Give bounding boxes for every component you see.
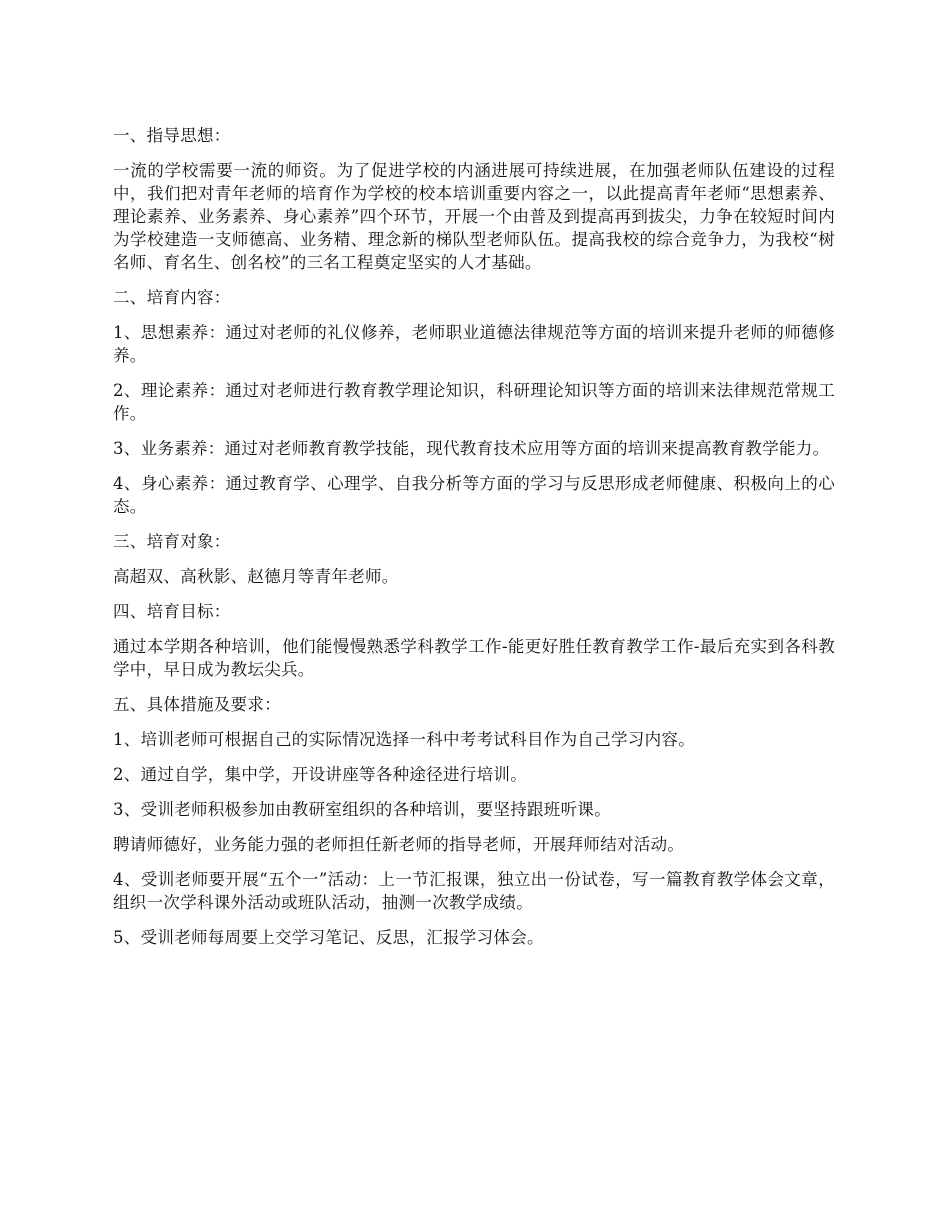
paragraph-measure-4: 4、受训老师要开展“五个一”活动：上一节汇报课，独立出一份试卷，写一篇教育教学体会文章，组织一次学科课外活动或班队活动，抽测一次教学成绩。 bbox=[113, 870, 835, 912]
paragraph-training-goals: 通过本学期各种培训，他们能慢慢熟悉学科教学工作-能更好胜任教育教学工作-最后充实到各科教学中，早日成为教坛尖兵。 bbox=[113, 637, 835, 679]
paragraph-measure-5: 5、受训老师每周要上交学习笔记、反思，汇报学习体会。 bbox=[113, 928, 544, 947]
section-heading-measures: 五、具体措施及要求： bbox=[113, 695, 281, 714]
paragraph-theoretical-quality: 2、理论素养：通过对老师进行教育教学理论知识，科研理论知识等方面的培训来法律规范常规工作。 bbox=[113, 381, 835, 423]
paragraph-mentor-pairing: 聘请师德好，业务能力强的老师担任新老师的指导老师，开展拜师结对活动。 bbox=[113, 835, 685, 854]
paragraph-mental-quality: 4、身心素养：通过教育学、心理学、自我分析等方面的学习与反思形成老师健康、积极向上的心态。 bbox=[113, 474, 835, 516]
section-heading-training-targets: 三、培育对象： bbox=[113, 532, 231, 551]
paragraph-measure-1: 1、培训老师可根据自己的实际情况选择一科中考考试科目作为自己学习内容。 bbox=[113, 730, 695, 749]
paragraph-target-teachers: 高超双、高秋影、赵德月等青年老师。 bbox=[113, 567, 399, 586]
paragraph-measure-2: 2、通过自学，集中学，开设讲座等各种途径进行培训。 bbox=[113, 765, 527, 784]
document-body bbox=[113, 124, 835, 961]
section-heading-guiding-thought: 一、指导思想： bbox=[113, 126, 231, 145]
paragraph-ideological-quality: 1、思想素养：通过对老师的礼仪修养，老师职业道德法律规范等方面的培训来提升老师的师德修养。 bbox=[113, 323, 835, 365]
section-heading-training-content: 二、培育内容： bbox=[113, 288, 231, 307]
paragraph-professional-quality: 3、业务素养：通过对老师教育教学技能，现代教育技术应用等方面的培训来提高教育教学能力。 bbox=[113, 439, 830, 458]
paragraph-measure-3: 3、受训老师积极参加由教研室组织的各种培训，要坚持跟班听课。 bbox=[113, 800, 611, 819]
paragraph-guiding-thought: 一流的学校需要一流的师资。为了促进学校的内涵进展可持续进展，在加强老师队伍建设的过程中，我们把对青年老师的培育作为学校的校本培训重要内容之一，以此提高青年老师“思想素养、理论素养、业务素养、身心素养”四个环节，开展一个由普及到提高再到拔尖，力争在较短时间内为学校建造一支师德高、业务精、理念新的梯队型老师队伍。提高我校的综合竞争力，为我校“树名师、育名生、创名校”的三名工程奠定坚实的人才基础。 bbox=[113, 161, 835, 272]
section-heading-training-goals: 四、培育目标： bbox=[113, 602, 231, 621]
